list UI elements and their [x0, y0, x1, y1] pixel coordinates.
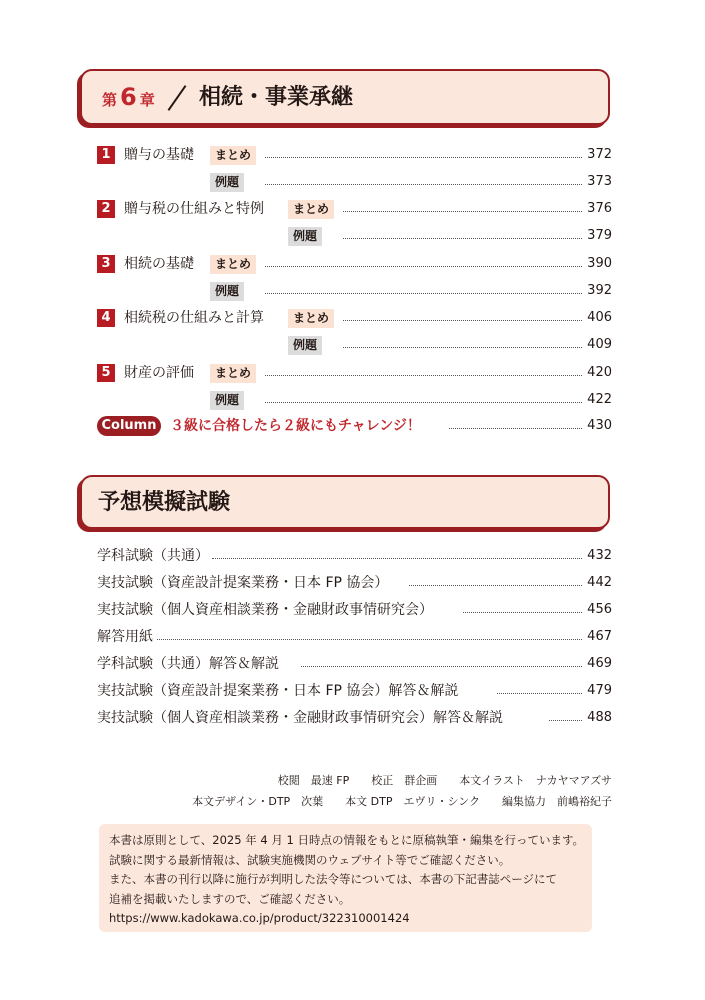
toc-row-mock-exam[interactable]	[97, 599, 612, 621]
toc-row-mock-exam[interactable]	[97, 545, 612, 567]
toc-row-section-1[interactable]	[97, 144, 612, 166]
entry-title: 実技試験（個人資産相談業務・金融財政事情研究会）	[97, 602, 433, 618]
section-number-badge: 5	[97, 364, 115, 382]
page-number: 390	[587, 256, 612, 271]
page-number: 379	[587, 228, 612, 243]
section-number-badge: 3	[97, 255, 115, 273]
page-number: 420	[587, 365, 612, 380]
section-number-badge: 2	[97, 200, 115, 218]
example-tag: 例題	[210, 391, 244, 410]
column-badge: Column	[97, 416, 161, 436]
entry-title: 実技試験（資産設計提案業務・日本 FP 協会）解答＆解説	[97, 683, 459, 699]
page-number: 488	[587, 710, 612, 725]
section-title: 贈与の基礎	[124, 147, 194, 163]
page-number: 442	[587, 575, 612, 590]
credits-line-1: 校閲 最速 FP 校正 群企画 本文イラスト ナカヤマアズサ	[277, 774, 612, 787]
chapter-header	[80, 69, 610, 125]
dot-leader	[265, 184, 582, 185]
summary-tag: まとめ	[288, 309, 334, 328]
example-tag: 例題	[210, 173, 244, 192]
section-number-badge: 4	[97, 309, 115, 327]
toc-row-section-5[interactable]	[97, 362, 612, 384]
dot-leader	[301, 666, 582, 667]
toc-row-section-2[interactable]	[97, 198, 612, 220]
toc-row-section-2-example[interactable]	[97, 225, 612, 247]
section-number-badge: 1	[97, 146, 115, 164]
example-tag: 例題	[288, 336, 322, 355]
notice-line: 本書は原則として、2025 年 4 月 1 日時点の情報をもとに原稿執筆・編集を行っています。	[109, 833, 585, 847]
dot-leader	[343, 211, 582, 212]
entry-title: 解答用紙	[97, 629, 153, 645]
section-title: 相続の基礎	[124, 256, 194, 272]
dot-leader	[157, 639, 582, 640]
dot-leader	[343, 238, 582, 239]
notice-box	[99, 824, 592, 932]
notice-url[interactable]: https://www.kadokawa.co.jp/product/322310001424	[109, 911, 410, 925]
credits-line-2: 本文デザイン・DTP 次葉 本文 DTP エヴリ・シンク 編集協力 前嶋裕紀子	[192, 795, 612, 808]
section-title: 贈与税の仕組みと特例	[124, 201, 264, 217]
page-number: 373	[587, 174, 612, 189]
toc-row-section-1-example[interactable]	[97, 171, 612, 193]
page-number: 479	[587, 683, 612, 698]
section-title: 財産の評価	[124, 365, 194, 381]
mock-exam-header	[80, 475, 610, 529]
dot-leader	[265, 402, 582, 403]
example-tag: 例題	[288, 227, 322, 246]
page-number: 406	[587, 310, 612, 325]
section-title: 相続税の仕組みと計算	[124, 310, 264, 326]
entry-title: 実技試験（資産設計提案業務・日本 FP 協会）	[97, 575, 389, 591]
page-number: 372	[587, 147, 612, 162]
toc-row-section-3[interactable]	[97, 253, 612, 275]
entry-title: 学科試験（共通）解答＆解説	[97, 656, 279, 672]
toc-row-mock-exam[interactable]	[97, 572, 612, 594]
toc-row-section-4-example[interactable]	[97, 334, 612, 356]
dot-leader	[265, 293, 582, 294]
toc-row-section-4[interactable]	[97, 307, 612, 329]
dot-leader	[409, 585, 582, 586]
toc-row-mock-exam[interactable]	[97, 680, 612, 702]
notice-line: また、本書の刊行以降に施行が判明した法令等については、本書の下記書誌ページにて	[109, 872, 558, 886]
page-number: 469	[587, 656, 612, 671]
column-title: ３級に合格したら２級にもチャレンジ！	[170, 418, 421, 434]
example-tag: 例題	[210, 282, 244, 301]
toc-row-mock-exam[interactable]	[97, 707, 612, 729]
notice-line: 試験に関する最新情報は、試験実施機関のウェブサイト等でご確認ください。	[109, 852, 511, 867]
notice-line: 追補を掲載いたしますので、ご確認ください。	[109, 891, 351, 906]
dot-leader	[449, 428, 582, 429]
page-number: 432	[587, 548, 612, 563]
page-number: 376	[587, 201, 612, 216]
dot-leader	[343, 347, 582, 348]
dot-leader	[497, 693, 582, 694]
entry-title: 実技試験（個人資産相談業務・金融財政事情研究会）解答＆解説	[97, 710, 503, 726]
toc-row-column[interactable]	[97, 415, 612, 437]
chapter-title: 相続・事業承継	[199, 85, 354, 110]
dot-leader	[265, 266, 582, 267]
dot-leader	[343, 320, 582, 321]
slash-divider	[168, 85, 187, 111]
entry-title: 学科試験（共通）	[97, 548, 209, 564]
summary-tag: まとめ	[210, 364, 256, 383]
toc-row-section-5-example[interactable]	[97, 389, 612, 411]
toc-row-mock-exam[interactable]	[97, 626, 612, 648]
dot-leader	[463, 612, 582, 613]
chapter-suffix: 章	[139, 91, 155, 109]
page-number: 467	[587, 629, 612, 644]
dot-leader	[265, 375, 582, 376]
mock-exam-title: 予想模擬試験	[98, 490, 231, 515]
chapter-number-value: 6	[120, 83, 137, 111]
dot-leader	[549, 720, 582, 721]
page-number: 422	[587, 392, 612, 407]
toc-row-mock-exam[interactable]	[97, 653, 612, 675]
toc-row-section-3-example[interactable]	[97, 280, 612, 302]
summary-tag: まとめ	[210, 146, 256, 165]
summary-tag: まとめ	[288, 200, 334, 219]
chapter-prefix: 第	[102, 91, 118, 109]
page-number: 392	[587, 283, 612, 298]
dot-leader	[265, 157, 582, 158]
page-number: 456	[587, 602, 612, 617]
chapter-number	[102, 85, 155, 112]
page-number: 409	[587, 337, 612, 352]
dot-leader	[212, 558, 582, 559]
page-number: 430	[587, 418, 612, 433]
summary-tag: まとめ	[210, 255, 256, 274]
